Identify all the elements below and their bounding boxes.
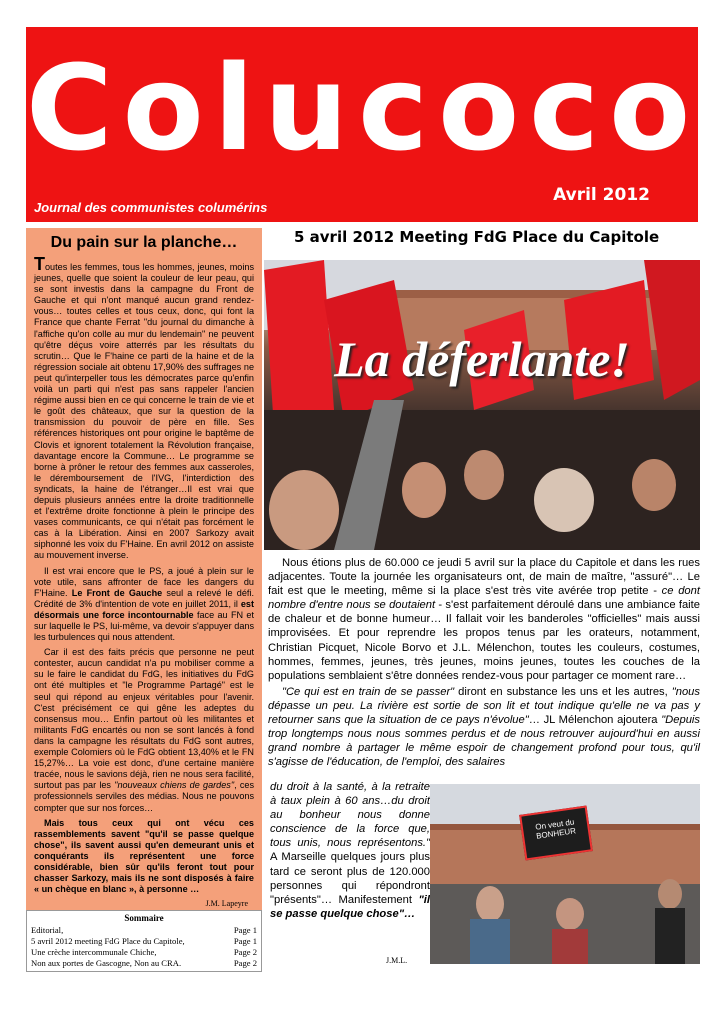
article-title: 5 avril 2012 Meeting FdG Place du Capitole bbox=[294, 228, 660, 246]
article-quote-2: "nous dépasse un peu. La rivière est sortie de son lit et tout indique qu'elle ne va pas y retourner sans que la situation de ce pays n'évolue" bbox=[268, 685, 700, 727]
toc-label: 5 avril 2012 meeting FdG Place du Capitole, bbox=[31, 936, 185, 946]
editorial-paragraph-3: Car il est des faits précis que personne ne peut contester, aucun candidat n'a pu mobiliser comme a su le faire le candidat du FdG, les initiatives du FdG ont été multiples et "le Programme Partagé" est le seul qui répond au enjeux véritables pour l'avenir. C'est précisément ce qui gêne les adeptes du consensus mou… Enfin partout où les militantes et militants FdG encartés ou non se sont lancés à fond dans la campagne les résultats du FdG sont autres, exemple Colomiers où le FdG obtient 13,40% et le FN 15,27%… La voie est donc, d'une certaine manière tracée, nous le savions déjà, rien ne nous sera facilité, surtout pas par les bbox=[34, 647, 254, 791]
editorial-paragraph-2: Il est vrai encore que le PS, a joué à plein sur le vote utile, sans affronter de face les dangers du F'Haine. bbox=[34, 565, 254, 598]
article-quote-1: "Ce qui est en train de se passer" bbox=[282, 685, 455, 698]
editorial-signature: J.M. Lapeyre bbox=[205, 899, 248, 909]
article-body-continued bbox=[270, 780, 430, 921]
rally-photo bbox=[264, 260, 700, 550]
editorial-paragraph-4: Mais tous ceux qui ont vécu ces rassemblements savent "qu'il se passe quelque chose", ils savent aussi qu'en demeurant unis et conquérants ils représentent une force considérable, bien sûr qu'ils feront tout pour chasser Sarkozy, mais ils ne sont disposés à faire « un chèque en blanc », à personne … bbox=[34, 817, 254, 895]
toc-row[interactable] bbox=[31, 958, 257, 969]
toc-page: Page 1 bbox=[233, 936, 257, 946]
article-signature: J.M.L. bbox=[386, 956, 408, 965]
article-emphasis: ce dont nombre d'entre nous se doutaient bbox=[268, 585, 700, 612]
article-paragraph-3: A Marseille quelques jours plus tard ce seront plus de 120.000 personnes qui répondront "présents"… Manifestement bbox=[270, 851, 430, 906]
dropcap: T bbox=[34, 254, 45, 274]
article-paragraph-1b: - s'est parfaitement déroulé dans une ambiance faite de chaleur et de bonne humeur… Il fallait voir les banderoles "officielles" mais aussi improvisées. Et pour reprendre les propos tenus par les orateurs, notamment, Christian Picquet, Nicole Borvo et J.L. Mélenchon, toutes les couleurs, costumes, hommes, femmes, jeunes, très jeunes, moins jeunes, toutes les couches de la populations semblaient s'être données rendez-vous pour partager ce moment rare… bbox=[268, 599, 700, 682]
toc-label: Non aux portes de Gascogne, Non au CRA. bbox=[31, 958, 182, 968]
article-quote-4: du droit à la santé, à la retraite à taux plein à 60 ans…du droit au bonheur nous donne conscience de la force que, tous unis, nous représentons." bbox=[270, 781, 430, 850]
article-body bbox=[268, 556, 700, 771]
emphasis-quote: "nouveaux chiens de gardes" bbox=[114, 780, 235, 791]
editorial-column bbox=[26, 228, 262, 910]
issue-date: Avril 2012 bbox=[553, 185, 650, 205]
toc-page: Page 1 bbox=[233, 925, 257, 935]
toc-title: Sommaire bbox=[124, 913, 164, 923]
protest-sign: On veut du BONHEUR bbox=[519, 805, 593, 860]
emphasis-fdg: Le Front de Gauche bbox=[71, 587, 163, 598]
article-paragraph-2b: … JL Mélenchon ajoutera bbox=[528, 714, 662, 727]
article-paragraph-2: diront en substance les uns et les autres, bbox=[454, 685, 672, 698]
toc-row[interactable] bbox=[31, 936, 257, 947]
editorial-title: Du pain sur la planche… bbox=[50, 234, 238, 251]
toc-page: Page 2 bbox=[233, 958, 257, 968]
article-quote-3: "Depuis trop longtemps nous nous sommes perdus et de nous retrouver aujourd'hui en aussi grand nombre à partager le même espoir de changement profond pour tous, qu'il s'agisse de l'éducation, de l'emploi, des salaires bbox=[268, 714, 700, 769]
editorial-paragraph-1: outes les femmes, tous les hommes, jeunes, moins jeunes, quelle que soient la couleur de leur peau, qui se sont investis dans la campagne du Front de Gauche et qui n'ont manqué aucun grand rendez-vous… toutes celles et tous ceux, donc, qui font la France que chante Ferrat "du journal du dimanche à l'affiche qu'on colle au mur du lendemain" ne peuvent qu'être déçus voire atterrés par les résultats du scrutin… Que le F'haine ce parti de la haine et de la régression sociale ait obtenu 17,90% des suffrages ne peut qu'interpeller tous les démocrates parce qu'enfin voilà un parti qui n'est pas sans rappeler l'ancien régime aussi bien en ce qui concerne le train de vie et le goût des châteaux, que sur la question de la transmission du pouvoir de père en fille. Ses références historiques ont pour origine le baptême de Clovis et ignorent totalement la Révolution française, davantage encore la Commune… Le programme se borne à prôner le retour des femmes aux casseroles, le déremboursement de l'IVG, l'interdiction des syndicats, la haine de l'étranger…Il est vrai que depuis plusieurs années entre la droite traditionnelle et l'extrême droite fonctionne à plein le principe des vases communicants, ce qui n'était pas forcément le cas à la Libération. Ainsi en 2007 Sarkozy avait siphonné les voix du F'Haine. En avril 2012 on assiste au mouvement inverse. bbox=[34, 262, 254, 561]
toc-page: Page 2 bbox=[233, 947, 257, 957]
table-of-contents bbox=[26, 910, 262, 972]
editorial-paragraph-3b: , ces professionnels serviles des médias. Nous ne pouvons compter que sur nos forces… bbox=[34, 780, 254, 813]
newspaper-subtitle: Journal des communistes columérins bbox=[34, 200, 268, 215]
newspaper-title: Colucoco bbox=[26, 39, 701, 177]
toc-label: Editorial, bbox=[31, 925, 64, 935]
capitole-photo bbox=[430, 784, 700, 964]
article-quote-5: "il se passe quelque chose"… bbox=[270, 893, 430, 920]
photo-headline: La déferlante! bbox=[334, 331, 630, 387]
toc-row[interactable] bbox=[31, 947, 257, 958]
toc-row[interactable] bbox=[31, 925, 257, 936]
editorial-paragraph-2c: face au FN et sur laquelle le PS, lui-même, va devoir s'appuyer dans les turbulences qui nous attendent. bbox=[34, 609, 254, 643]
article-paragraph-1: Nous étions plus de 60.000 ce jeudi 5 avril sur la place du Capitole et dans les rues adjacentes. Toute la journée les organisateurs ont, de main de maître, "assuré"… Le fait est que le meeting, même si la place s'est très vite avérée trop petite - bbox=[268, 557, 700, 598]
editorial-paragraph-2b: seul a relevé le défi. Crédité de 3% d'intention de vote en juillet 2011, il bbox=[34, 587, 254, 609]
editorial-text bbox=[34, 254, 254, 895]
rally-illustration bbox=[264, 260, 700, 550]
emphasis-force: est désormais une force incontournable bbox=[34, 598, 254, 620]
toc-label: Une crèche intercommunale Chiche, bbox=[31, 947, 157, 957]
masthead bbox=[26, 27, 701, 222]
